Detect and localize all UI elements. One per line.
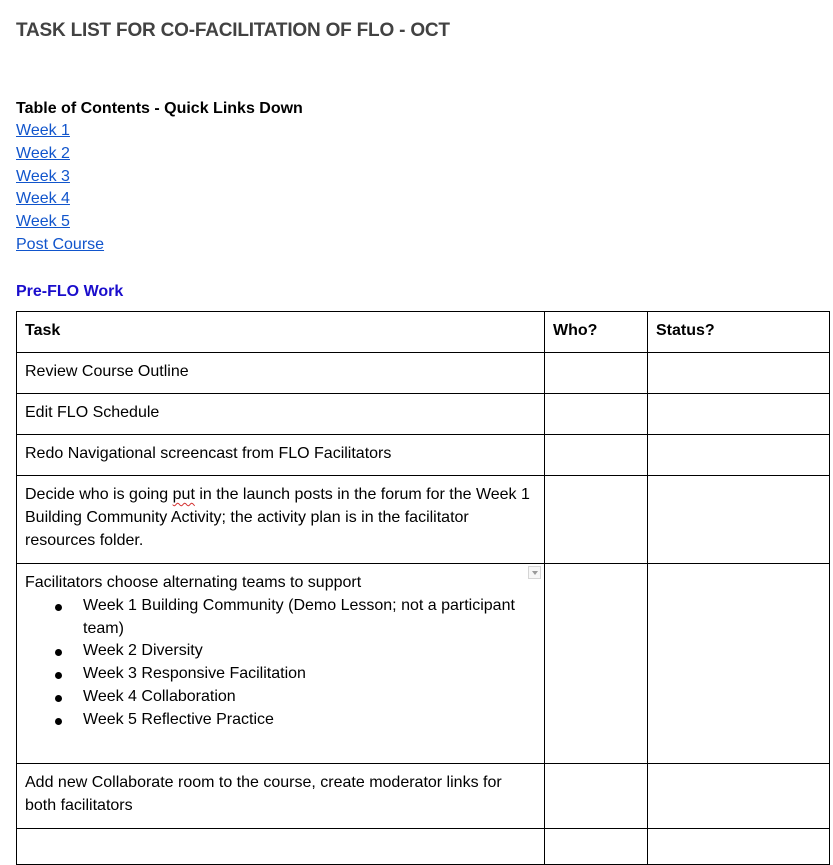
who-cell[interactable] [545, 764, 648, 829]
header-status[interactable]: Status? [648, 312, 830, 353]
status-cell[interactable] [648, 476, 830, 564]
task-cell[interactable] [17, 564, 545, 764]
bullet-icon [55, 718, 62, 725]
table-row [17, 476, 830, 564]
header-who[interactable]: Who? [545, 312, 648, 353]
toc-link-week-2[interactable]: Week 2 [16, 144, 70, 162]
who-cell[interactable] [545, 476, 648, 564]
table-header-row [17, 312, 830, 353]
table-row [17, 764, 830, 829]
table-of-contents [16, 98, 303, 257]
task-cell[interactable]: Review Course Outline [17, 353, 545, 394]
task-cell[interactable]: Add new Collaborate room to the course, create moderator links for both facilitators [17, 764, 545, 829]
task-cell[interactable] [17, 476, 545, 564]
who-cell[interactable] [545, 829, 648, 865]
who-cell[interactable] [545, 564, 648, 764]
status-cell[interactable] [648, 564, 830, 764]
toc-link-post-course[interactable]: Post Course [16, 235, 105, 253]
list-item: Week 3 Responsive Facilitation [25, 663, 536, 686]
bullet-icon [55, 649, 62, 656]
toc-link-week-5[interactable]: Week 5 [16, 213, 70, 231]
status-cell[interactable] [648, 829, 830, 865]
spellcheck-flagged-word[interactable]: put [172, 486, 195, 503]
table-row [17, 829, 830, 865]
table-row [17, 435, 830, 476]
task-cell[interactable] [17, 829, 545, 865]
list-item: Week 1 Building Community (Demo Lesson; not a participant team) [25, 595, 536, 641]
list-item: Week 5 Reflective Practice [25, 709, 536, 732]
task-cell[interactable]: Edit FLO Schedule [17, 394, 545, 435]
toc-heading: Table of Contents - Quick Links Down [16, 100, 303, 117]
toc-link-week-4[interactable]: Week 4 [16, 190, 70, 208]
task-text-start: Decide who is going [25, 486, 173, 503]
section-heading-pre-flo: Pre-FLO Work [16, 283, 124, 300]
status-cell[interactable] [648, 764, 830, 829]
table-row [17, 564, 830, 764]
table-row [17, 394, 830, 435]
status-cell[interactable] [648, 435, 830, 476]
task-intro: Facilitators choose alternating teams to support [25, 574, 362, 591]
toc-link-week-1[interactable]: Week 1 [16, 122, 70, 139]
status-cell[interactable] [648, 394, 830, 435]
who-cell[interactable] [545, 435, 648, 476]
team-bullet-list [25, 595, 536, 732]
list-item: Week 4 Collaboration [25, 686, 536, 709]
bullet-icon [55, 672, 62, 679]
table-row [17, 353, 830, 394]
who-cell[interactable] [545, 353, 648, 394]
task-table [16, 311, 830, 865]
task-text-end: in the launch posts in the forum for the Week 1 Building Community Activity; the activity plan is in the facilitator resources folder. [25, 486, 530, 549]
bullet-icon [55, 604, 62, 611]
list-item: Week 2 Diversity [25, 640, 536, 663]
bullet-icon [55, 695, 62, 702]
status-cell[interactable] [648, 353, 830, 394]
header-task[interactable]: Task [17, 312, 545, 353]
document-title: TASK LIST FOR CO-FACILITATION OF FLO - OCT [16, 20, 450, 41]
toc-link-week-3[interactable]: Week 3 [16, 167, 70, 185]
chevron-down-icon[interactable] [528, 566, 541, 579]
task-cell[interactable]: Redo Navigational screencast from FLO Facilitators [17, 435, 545, 476]
who-cell[interactable] [545, 394, 648, 435]
toc-link-list [16, 120, 303, 257]
